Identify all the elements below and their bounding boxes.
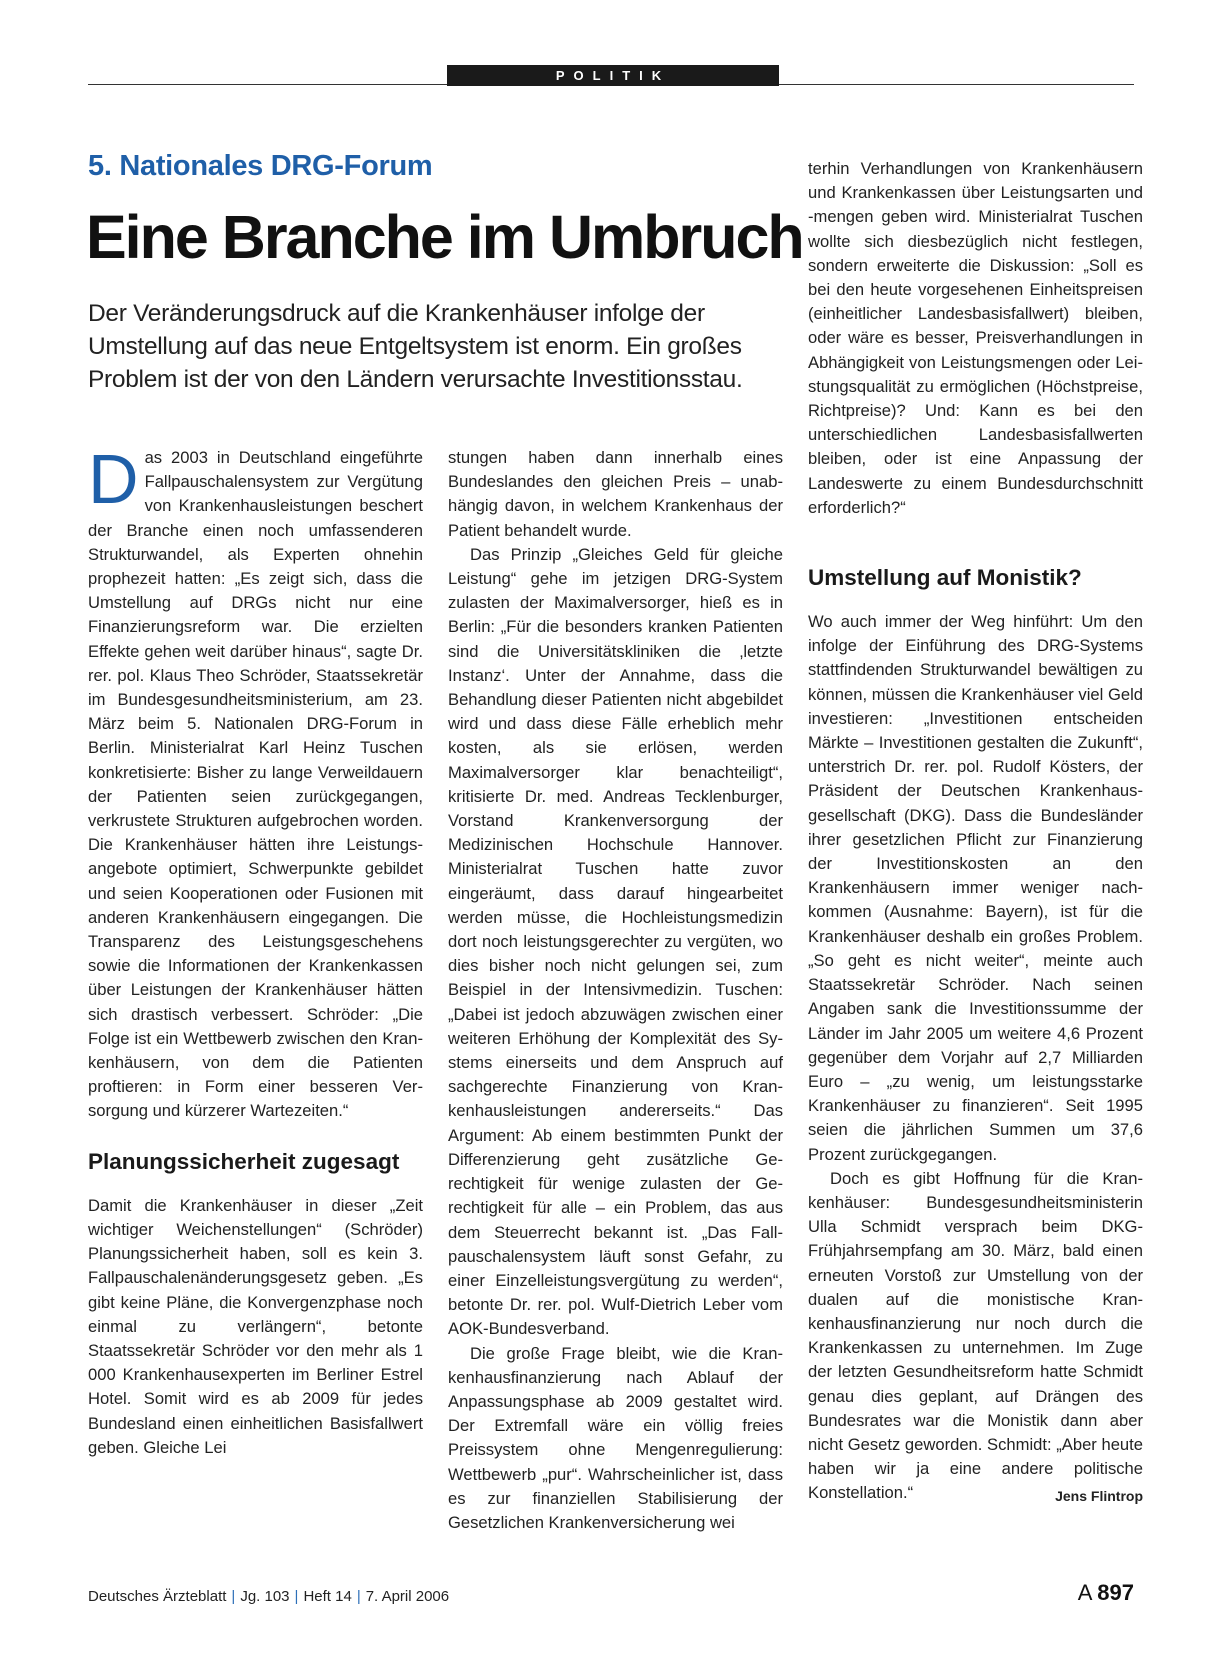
page-number-value: 897 (1097, 1580, 1134, 1605)
column-3 (808, 157, 1143, 1509)
section-label: POLITIK (447, 65, 779, 86)
article-kicker: 5. Nationales DRG-Forum (88, 150, 433, 182)
paragraph: Wo auch immer der Weg hinführt: Um den infolge der Einführung des DRG-Systems stattfindenden Strukturwandel bewältigen zu können, müssen die Krankenhäuser viel Geld investieren: „Investitionen entscheiden Märkte – Investitionen gestalten die Zukunft“, unterstrich Dr. rer. pol. Rudolf Kösters, der Präsident der Deutschen Krankenhausgesellschaft (DKG). Dass die Bundesländer ihrer gesetzlichen Pflicht zur Finanzierung der Investitionskosten an den Krankenhäusern immer weniger nachkommen (Ausnahme: Bayern), ist für die Krankenhäuser deshalb ein großes Problem. „So geht es nicht weiter“, meinte auch Staatssekretär Schröder. Nach seinen Angaben sank die Investitionssumme der Länder im Jahr 2005 um weitere 4,6 Prozent gegenüber dem Vorjahr auf 2,7 Milliarden Euro – „zu wenig, um leistungsstarke Krankenhäuser zu finanzieren“. Seit 1995 seien die jährlichen Summen um 37,6 Prozent zurückgegangen. (808, 612, 1143, 1164)
paragraph: Das Prinzip „Gleiches Geld für gleiche Leistung“ gehe im jetzigen DRG-System zulasten der Maximalversorger, hieß es in Berlin: „Für die besonders kranken Patienten sind die Universitätskliniken die ‚letzte Instanz‘. Unter der Annahme, dass die Behandlung dieser Patienten nicht abgebildet wird und dass diese Fälle erheblich mehr kosten, als sie erlösen, werden Maximalversorger klar benachteiligt“, kritisierte Dr. med. Andreas Tecklenburger, Vorstand Krankenversorgung der Medizinischen Hochschule Hannover. Ministerialrat Tuschen hatte zuvor eingeräumt, dass darauf hingearbeitet werden müsse, die Hochleistungsmedizin dort noch leistungsgerechter zu vergüten, wo dies bisher noch nicht gelungen sei, zum Beispiel in der Intensivmedizin. Tuschen: „Dabei ist jedoch abzuwägen zwischen einer weiteren Erhöhung der Komplexität des Systems einerseits und dem Anspruch auf sachgerechte Finanzierung von Krankenhausleistungen andererseits.“ Das Argument: Ab einem bestimmten Punkt der Differenzierung geht zusätzliche Gerechtigkeit für wenige zulasten der Gerechtigkeit für alle – ein Problem, das aus dem Steuerrecht bekannt ist. „Das Fallpauschalensystem läuft sonst Gefahr, zu einer Einzelleistungsvergütung zu werden“, betonte Dr. rer. pol. Wulf-Dietrich Leber vom AOK-Bundesverband. (448, 544, 783, 1339)
paragraph: terhin Verhandlungen von Krankenhäusern und Krankenkassen über Leistungsarten und -mengen geben wird. Ministerialrat Tuschen wollte sich diesbezüglich nicht festlegen, sondern erweiterte die Diskussion: „Soll es bei den heute vorgesehenen Einheitspreisen (einheitlicher Landesbasisfallwert) bleiben, oder wäre es besser, Preisverhandlungen in Abhängigkeit von Leistungsmengen oder Leistungsqualität zu ermöglichen (Höchstpreise, Richtpreise)? Und: Kann es bei den unterschiedlichen Landesbasisfallwerten bleiben, oder ist eine Anpassung der Landeswerte zu einem Bundesdurchschnitt erforderlich?“ (808, 159, 1143, 517)
paragraph: Die große Frage bleibt, wie die Krankenhausfinanzierung nach Ablauf der Anpassungsphase ab 2009 gestaltet wird. Der Extremfall wäre ein völlig freies Preissystem ohne Mengenregulierung: Wettbewerb „pur“. Wahrscheinlicher ist, dass es zur finanziellen Stabilisierung der Gesetzlichen Krankenversicherung wei (448, 1343, 783, 1532)
column-1 (88, 440, 423, 1460)
page-footer (88, 1588, 449, 1605)
page-number (1078, 1580, 1134, 1606)
article-lead: Der Veränderungsdruck auf die Krankenhäuser infolge der Umstellung auf das neue Entgeltsystem ist enorm. Ein großes Problem ist der von den Ländern verursachte Investitionsstau. (88, 300, 743, 393)
journal-issue: Heft 14 (303, 1588, 352, 1605)
journal-volume: Jg. 103 (240, 1588, 290, 1605)
paragraph: stungen haben dann innerhalb eines Bundeslandes den gleichen Preis – unabhängig davon, in welchem Krankenhaus der Patient behandelt wurde. (448, 448, 783, 540)
column-2 (448, 446, 783, 1535)
page-prefix: A (1077, 1580, 1092, 1605)
paragraph-text: Doch es gibt Hoffnung für die Krankenhäuser: Bundesgesundheitsministerin Ulla Schmidt versprach beim DKG-Frühjahrsempfang am 30. März, bald einen erneuten Vorstoß zur Umstellung von der dualen auf die monistische Krankenhausfinanzierung nur noch durch die Krankenkassen zu unternehmen. Im Zuge der letzten Gesundheitsreform hatte Schmidt genau dies geplant, auf Drängen des Bundesrates war die Monistik dann aber nicht Gesetz geworden. Schmidt: „Aber heute haben wir ja eine andere politische Konstellation.“ (808, 1168, 1143, 1503)
drop-cap: D (88, 440, 139, 518)
paragraph (808, 1167, 1143, 1506)
journal-date: 7. April 2006 (365, 1588, 450, 1605)
paragraph: Damit die Krankenhäuser in dieser „Zeit wichtiger Weichenstellungen“ (Schröder) Planungssicherheit haben, soll es kein 3. Fallpauschalenänderungsgesetz geben. „Es gibt keine Pläne, die Konvergenzphase noch einmal zu verlängern“, betonte Staatssekretär Schröder vor den mehr als 1 000 Krankenhausexperten im Berliner Estrel Hotel. Somit wird es ab 2009 für jedes Bundesland einen einheitlichen Basisfallwert geben. Gleiche Lei (88, 1195, 423, 1457)
paragraph (88, 440, 423, 1124)
author-byline: Jens Flintrop (1055, 1488, 1143, 1505)
separator: | (294, 1588, 299, 1605)
subheading-planungssicherheit: Planungssicherheit zugesagt (88, 1148, 400, 1174)
separator: | (231, 1588, 236, 1605)
article-headline: Eine Branche im Umbruch (86, 203, 803, 271)
journal-name: Deutsches Ärzteblatt (88, 1588, 227, 1605)
paragraph-text: as 2003 in Deutschland eingeführte Fallpauschalensystem zur Vergütung von Krankenhausleistungen beschert der Branche einen noch umfassenderen Strukturwandel, als Experten ohnehin prophezeit hatten: „Es zeigt sich, dass die Umstellung auf DRGs nicht nur eine Finanzierungsreform war. Die erzielten Effekte gehen weit darüber hinaus“, sagte Dr. rer. pol. Klaus Theo Schröder, Staatssekretär im Bundesgesundheitsministerium, am 23. März beim 5. Nationalen DRG-Forum in Berlin. Ministerialrat Karl Heinz Tuschen konkretisierte: Bisher zu lange Verweildauern der Patienten seien zurückgegangen, verkrustete Strukturen aufgebrochen worden. Die Krankenhäuser hätten ihre Leistungsangebote optimiert, Schwerpunkte gebildet und seien Kooperationen oder Fusionen mit anderen Krankenhäusern eingegangen. Die Transparenz des Leistungsgeschehens sowie die Informationen der Krankenkassen über Leistungen der Krankenhäuser hätten sich drastisch verbessert. Schröder: „Die Folge ist ein Wettbewerb zwischen den Krankenhäusern, von dem die Patienten proftieren: in Form einer besseren Versorgung und kürzerer Wartezeiten.“ (88, 448, 423, 1121)
separator: | (356, 1588, 361, 1605)
subheading-monistik: Umstellung auf Monistik? (808, 565, 1082, 591)
